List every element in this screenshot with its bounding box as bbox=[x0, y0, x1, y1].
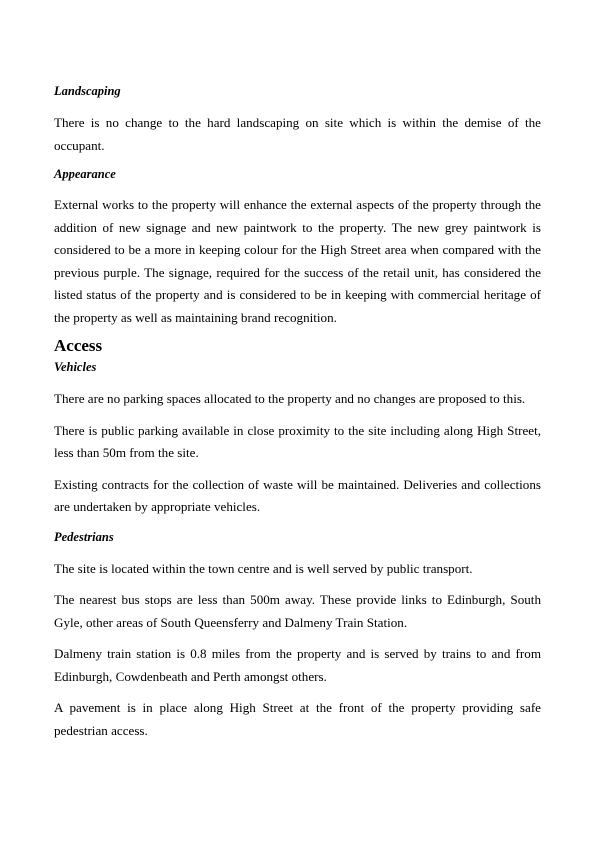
landscaping-paragraph: There is no change to the hard landscaping on site which is within the demise of the occupant. bbox=[54, 115, 541, 153]
pedestrians-paragraph-1: The site is located within the town centre and is well served by public transport. bbox=[54, 560, 473, 576]
pedestrians-paragraph-2: The nearest bus stops are less than 500m away. These provide links to Edinburgh, South Gyle, other areas of South Queensferry and Dalmeny Train Station. bbox=[54, 592, 541, 630]
pedestrians-heading: Pedestrians bbox=[54, 529, 114, 544]
appearance-heading: Appearance bbox=[54, 167, 116, 181]
vehicles-paragraph-2: There is public parking available in close proximity to the site including along High Street, less than 50m from the site. bbox=[54, 422, 541, 460]
pedestrians-paragraph-3: Dalmeny train station is 0.8 miles from the property and is served by trains to and from Edinburgh, Cowdenbeath and Perth amongst others. bbox=[54, 646, 541, 684]
landscaping-heading: Landscaping bbox=[54, 84, 121, 98]
access-heading: Access bbox=[54, 336, 103, 355]
pedestrians-paragraph-4: A pavement is in place along High Street at the front of the property providing safe pedestrian access. bbox=[54, 700, 541, 738]
vehicles-paragraph-3: Existing contracts for the collection of waste will be maintained. Deliveries and collections are undertaken by appropriate vehicles. bbox=[54, 476, 541, 514]
appearance-paragraph: External works to the property will enhance the external aspects of the property through the addition of new signage and new paintwork to the property. The new grey paintwork is considered to be a more in keeping colour for the High Street area when compared with the previous purple. The signage, required for the success of the retail unit, has considered the listed status of the property and is considered to be in keeping with commercial heritage of the property as well as maintaining brand recognition. bbox=[54, 197, 541, 325]
vehicles-heading: Vehicles bbox=[54, 360, 97, 374]
vehicles-paragraph-1: There are no parking spaces allocated to the property and no changes are proposed to this. bbox=[54, 391, 526, 406]
document-page bbox=[54, 82, 541, 742]
